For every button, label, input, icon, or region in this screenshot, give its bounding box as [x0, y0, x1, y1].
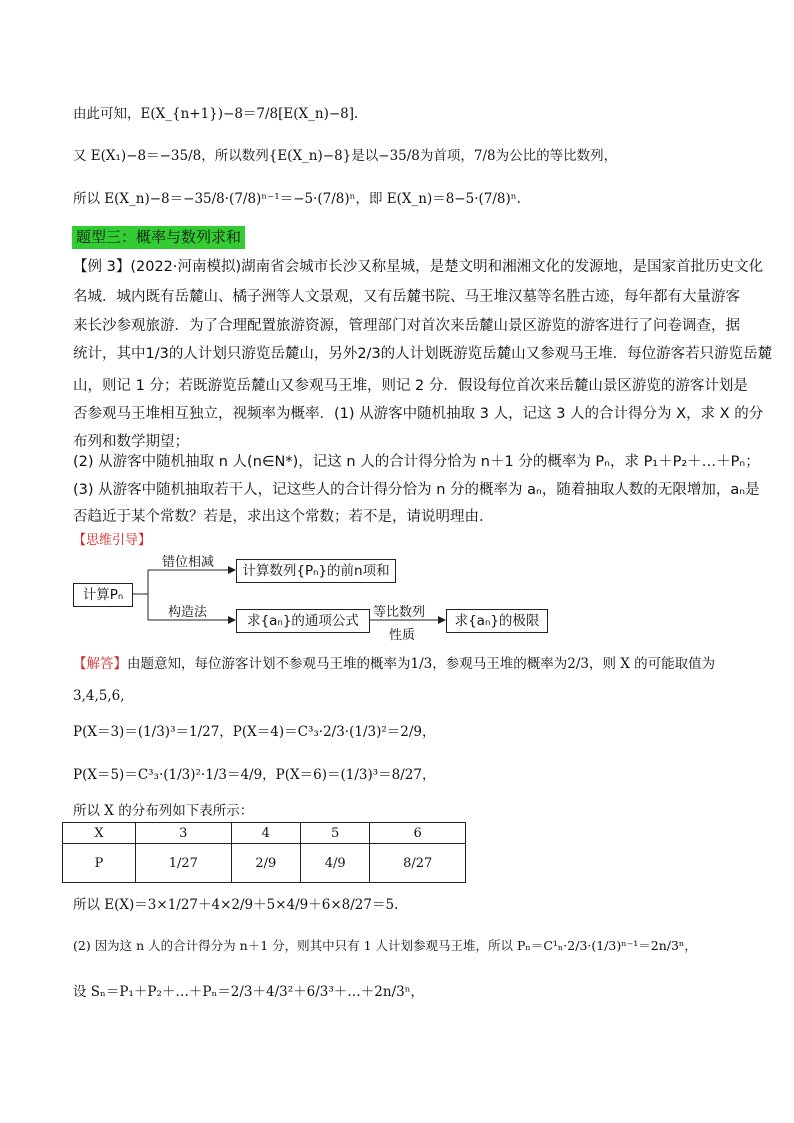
flow-branch1-label: 错位相减 — [162, 555, 215, 570]
answer-line-5: 所以 X 的分布列如下表所示： — [73, 803, 254, 819]
derivation-line-3: 所以 E(X_n)−8＝−35/8·(7/8)ⁿ⁻¹＝−5·(7/8)ⁿ，即 E(X_n)＝8−5·(7/8)ⁿ. — [73, 191, 521, 207]
example-line-3: 来长沙参观旅游．为了合理配置旅游资源，管理部门对首次来岳麓山景区游览的游客进行了问卷调查，据 — [73, 318, 740, 334]
table-cell: 1/27 — [136, 844, 232, 883]
example-line-5: 山，则记 1 分；若既游览岳麓山又参观马王堆，则记 2 分．假设每位首次来岳麓山景区游览的游客计划是 — [73, 378, 748, 394]
table-cell: 8/27 — [370, 844, 466, 883]
flow-mid-label-top: 等比数列 — [373, 605, 426, 620]
table-cell: 5 — [300, 823, 369, 844]
table-row — [63, 844, 466, 883]
example-line-8: (2) 从游客中随机抽取 n 人(n∈N*)，记这 n 人的合计得分恰为 n＋1 分的概率为 Pₙ，求 P₁＋P₂＋…＋Pₙ； — [73, 454, 760, 470]
answer-text: 由题意知，每位游客计划不参观马王堆的概率为1/3，参观马王堆的概率为2/3，则 X 的可能取值为 — [127, 656, 716, 672]
example-line-2: 名城．城内既有岳麓山、橘子洲等人文景观，又有岳麓书院、马王堆汉墓等名胜古迹，每年都有大量游客 — [73, 289, 740, 305]
example-tag: 【例 3】 — [73, 259, 131, 275]
flow-start-box: 计算Pₙ — [73, 583, 133, 607]
example-line-4: 统计，其中1/3的人计划只游览岳麓山，另外2/3的人计划既游览岳麓山又参观马王堆．每位游客若只游览岳麓 — [73, 346, 773, 362]
flow-box-sum: 计算数列{Pₙ}的前n项和 — [236, 559, 396, 583]
answer-line-4: P(X＝5)＝C³₃·(1/3)²·1/3＝4/9，P(X＝6)＝(1/3)³＝8/27， — [73, 767, 436, 783]
answer-line-7: (2) 因为这 n 人的合计得分为 n＋1 分，则其中只有 1 人计划参观马王堆，所以 Pₙ＝C¹ₙ·2/3·(1/3)ⁿ⁻¹＝2n/3ⁿ， — [73, 938, 697, 953]
answer-line-2: 3,4,5,6, — [73, 688, 125, 704]
answer-line-1 — [73, 654, 715, 674]
example-line-7: 布列和数学期望； — [73, 434, 189, 450]
distribution-table — [62, 822, 466, 883]
example-text: (2022·河南模拟)湖南省会城市长沙又称星城，是楚文明和湘湘文化的发源地，是国家首批历史文化 — [130, 259, 764, 275]
answer-tag: 【解答】 — [73, 656, 127, 672]
table-cell: 4 — [231, 823, 300, 844]
table-cell: 2/9 — [231, 844, 300, 883]
table-row — [63, 823, 466, 844]
flow-mid-label-bottom: 性质 — [389, 628, 416, 643]
example-line-9: (3) 从游客中随机抽取若干人，记这些人的合计得分恰为 n 分的概率为 aₙ，随着抽取人数的无限增加，aₙ是 — [73, 482, 760, 498]
table-cell: 4/9 — [300, 844, 369, 883]
answer-line-6: 所以 E(X)＝3×1/27＋4×2/9＋5×4/9＋6×8/27＝5. — [73, 897, 399, 913]
flow-box-general-term: 求{aₙ}的通项公式 — [236, 609, 370, 633]
table-header-p: P — [63, 844, 136, 883]
table-cell: 3 — [136, 823, 232, 844]
example-line-6: 否参观马王堆相互独立，视频率为概率．(1) 从游客中随机抽取 3 人，记这 3 人的合计得分为 X，求 X 的分 — [73, 406, 764, 422]
flow-branch2-label: 构造法 — [168, 605, 208, 620]
table-header-x: X — [63, 823, 136, 844]
answer-line-8: 设 Sₙ＝P₁＋P₂＋…＋Pₙ＝2/3＋4/3²＋6/3³＋…＋2n/3ⁿ， — [73, 984, 425, 1000]
flow-box-limit: 求{aₙ}的极限 — [446, 609, 548, 633]
derivation-line-1: 由此可知，E(X_{n+1})−8＝7/8[E(X_n)−8]. — [73, 106, 359, 122]
section-title: 题型三：概率与数列求和 — [72, 226, 245, 249]
derivation-line-2: 又 E(X₁)−8＝−35/8，所以数列{E(X_n)−8}是以−35/8为首项，7/8为公比的等比数列， — [73, 148, 618, 164]
table-cell: 6 — [370, 823, 466, 844]
answer-line-3: P(X＝3)＝(1/3)³＝1/27，P(X＝4)＝C³₃·2/3·(1/3)²＝2/9， — [73, 724, 436, 740]
example-line-10: 否趋近于某个常数？若是，求出这个常数；若不是，请说明理由． — [73, 509, 494, 525]
guide-label: 【思维引导】 — [73, 533, 152, 548]
